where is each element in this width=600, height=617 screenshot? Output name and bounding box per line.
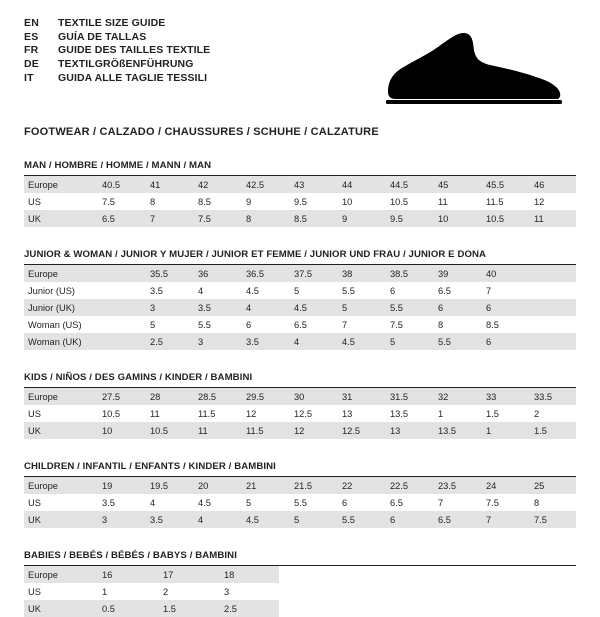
size-cell: 36 [192,265,240,282]
size-cell: 28 [144,388,192,405]
size-cell: 12 [534,196,545,207]
size-cell: 12 [246,408,257,419]
row-label: US [28,408,41,419]
size-cell: 12.5 [294,408,313,419]
row-label: Junior (UK) [24,299,96,316]
size-cell [528,265,576,282]
header [24,18,576,108]
language-code: FR [24,44,39,57]
size-cell: 7 [486,285,492,296]
table-row [24,299,576,316]
row-label: Europe [24,265,96,282]
size-cell: 39 [432,265,480,282]
size-cell: 33.5 [528,388,576,405]
row-label: Junior (US) [28,285,76,296]
size-cell: 11 [192,422,240,439]
size-cell: 5 [288,511,336,528]
size-cell: 4.5 [246,285,259,296]
size-cell: 5 [336,299,384,316]
language-text: GUIDA ALLE TAGLIE TESSILI [58,71,208,84]
size-cell: 5 [246,497,252,508]
size-cell: 11.5 [486,196,504,207]
size-cell: 5.5 [384,299,432,316]
language-row [24,32,210,46]
size-cell [96,282,144,299]
size-cell: 5.5 [294,497,307,508]
size-cell: 11.5 [198,408,216,419]
size-cell: 6 [480,299,528,316]
size-cell: 42.5 [240,176,288,193]
size-cell: 38.5 [384,265,432,282]
size-cell: 6 [342,497,348,508]
size-cell: 6 [390,285,396,296]
size-cell: 18 [218,566,279,583]
row-label: UK [24,511,96,528]
size-cell: 36.5 [240,265,288,282]
language-row [24,59,210,73]
table-row [24,193,576,210]
size-cell: 6.5 [390,497,403,508]
size-cell: 4 [150,497,156,508]
language-text: TEXTILE SIZE GUIDE [58,17,166,29]
size-cell: 3.5 [102,497,115,508]
size-cell: 7.5 [528,511,576,528]
size-cell: 23.5 [432,477,480,494]
size-block-kids [24,372,576,439]
size-cell: 6 [246,319,252,330]
size-cell: 17 [157,566,218,583]
row-label: Europe [24,566,96,583]
size-cell: 6.5 [96,210,144,227]
size-cell: 9.5 [294,196,307,207]
size-cell: 10.5 [390,196,409,207]
size-cell: 44 [336,176,384,193]
size-cell: 33 [480,388,528,405]
size-cell: 11 [438,196,448,207]
size-cell: 11 [528,210,576,227]
size-cell [96,333,144,350]
size-cell: 4.5 [336,333,384,350]
size-cell: 7.5 [192,210,240,227]
language-text: GUÍA DE TALLAS [58,30,147,43]
size-cell: 3 [96,511,144,528]
size-cell [96,316,144,333]
size-cell: 0.5 [96,600,157,617]
size-cell: 6 [432,299,480,316]
size-cell: 5.5 [336,511,384,528]
row-label: Europe [24,388,96,405]
size-cell: 3.5 [240,333,288,350]
size-table [24,388,576,439]
size-cell: 16 [96,566,157,583]
size-cell: 2 [534,408,540,419]
row-label: Europe [24,477,96,494]
size-cell: 3 [224,586,230,597]
size-cell: 44.5 [384,176,432,193]
size-table [24,265,576,350]
size-cell: 2.5 [218,600,279,617]
language-text: GUIDE DES TAILLES TEXTILE [58,44,211,57]
size-cell [96,265,144,282]
size-block-babies [24,550,576,617]
language-code: IT [24,71,34,84]
size-cell: 13.5 [432,422,480,439]
table-row [24,282,576,299]
size-cell: 25 [528,477,576,494]
size-cell: 6.5 [294,319,307,330]
table-row [24,176,576,193]
table-row [24,333,576,350]
size-cell: 22.5 [384,477,432,494]
size-cell: 1 [480,422,528,439]
size-cell: 5.5 [342,285,355,296]
table-row [24,265,576,282]
size-cell: 19 [96,477,144,494]
size-cell: 10 [432,210,480,227]
table-row [24,600,279,617]
size-cell: 9.5 [384,210,432,227]
size-cell: 6 [384,511,432,528]
size-cell: 7 [438,497,444,508]
table-row [24,566,279,583]
size-cell [528,282,576,299]
size-cell: 24 [480,477,528,494]
size-cell: 3.5 [150,285,163,296]
size-cell: 7 [144,210,192,227]
size-cell: 6.5 [438,285,451,296]
size-cell: 3.5 [192,299,240,316]
size-cell: 45 [432,176,480,193]
size-cell: 13 [384,422,432,439]
block-title: KIDS / NIÑOS / DES GAMINS / KINDER / BAMBINI [24,372,576,388]
language-list [24,18,210,86]
size-cell: 2 [163,586,169,597]
size-cell: 43 [288,176,336,193]
size-cell: 8.5 [198,196,211,207]
block-title: CHILDREN / INFANTIL / ENFANTS / KINDER / BAMBINI [24,461,576,477]
size-cell: 10.5 [102,408,121,419]
table-row [24,422,576,439]
size-cell [528,333,576,350]
size-cell: 7 [480,511,528,528]
size-table [24,566,279,617]
page-title: FOOTWEAR / CALZADO / CHAUSSURES / SCHUHE / CALZATURE [24,126,379,138]
size-cell: 40 [480,265,528,282]
size-cell: 8 [150,196,156,207]
size-cell: 4.5 [198,497,211,508]
size-cell: 2.5 [144,333,192,350]
size-cell: 45.5 [480,176,528,193]
size-cell: 4.5 [288,299,336,316]
size-cell: 6.5 [432,511,480,528]
size-cell: 22 [336,477,384,494]
language-code: DE [24,58,39,71]
size-cell: 29.5 [240,388,288,405]
size-cell: 12 [288,422,336,439]
row-label: UK [24,422,96,439]
row-label: US [28,497,41,508]
size-cell: 9 [246,196,252,207]
size-cell [528,316,576,333]
size-cell: 13 [342,408,353,419]
size-cell: 4 [198,285,204,296]
language-list-body [24,18,210,86]
table-row [24,494,576,511]
language-text: TEXTILGRÖßENFÜHRUNG [58,58,194,71]
size-cell: 10.5 [144,422,192,439]
row-label: UK [24,210,96,227]
size-cell: 3.5 [144,511,192,528]
size-cell: 40.5 [96,176,144,193]
size-block-children [24,461,576,528]
row-label: UK [24,600,96,617]
size-cell [528,299,576,316]
size-cell: 10.5 [480,210,528,227]
size-cell: 42 [192,176,240,193]
size-cell: 6 [480,333,528,350]
size-cell: 1 [438,408,444,419]
size-cell: 1.5 [486,408,499,419]
size-cell: 3 [192,333,240,350]
size-cell: 4 [192,511,240,528]
size-cell: 31 [336,388,384,405]
size-cell: 4.5 [240,511,288,528]
table-row [24,316,576,333]
size-cell: 31.5 [384,388,432,405]
size-cell: 20 [192,477,240,494]
size-cell: 21.5 [288,477,336,494]
size-cell: 5 [384,333,432,350]
row-label: US [28,196,41,207]
row-label: US [28,586,41,597]
size-cell: 7.5 [102,196,115,207]
language-row [24,45,210,59]
size-cell: 37.5 [288,265,336,282]
language-code: EN [24,17,39,29]
size-cell: 5 [150,319,156,330]
size-cell: 4 [240,299,288,316]
size-cell: 10 [342,196,353,207]
size-cell: 8 [240,210,288,227]
size-cell: 46 [528,176,576,193]
size-cell: 1.5 [528,422,576,439]
size-cell: 1 [102,586,108,597]
size-cell: 7 [342,319,348,330]
language-code: ES [24,30,39,43]
size-cell: 38 [336,265,384,282]
size-cell: 12.5 [336,422,384,439]
table-row [24,583,279,600]
size-block-man [24,160,576,227]
size-cell: 32 [432,388,480,405]
size-cell: 5 [294,285,300,296]
size-cell: 5.5 [432,333,480,350]
size-cell: 8.5 [486,319,499,330]
table-row [24,477,576,494]
block-title: JUNIOR & WOMAN / JUNIOR Y MUJER / JUNIOR ET FEMME / JUNIOR UND FRAU / JUNIOR E DONA [24,249,576,265]
size-cell: 11 [150,408,160,419]
row-label: Woman (US) [28,319,82,330]
size-cell: 10 [96,422,144,439]
size-cell: 8 [534,497,540,508]
size-cell: 7.5 [486,497,499,508]
dress-shoe-icon [378,30,568,108]
language-row [24,18,210,32]
size-cell [96,299,144,316]
size-cell: 27.5 [96,388,144,405]
block-title: MAN / HOMBRE / HOMME / MANN / MAN [24,160,576,176]
row-label: Europe [24,176,96,193]
table-row [24,210,576,227]
table-row [24,511,576,528]
size-cell: 8.5 [288,210,336,227]
size-cell: 8 [438,319,444,330]
table-row [24,388,576,405]
size-cell: 4 [288,333,336,350]
size-cell: 1.5 [157,600,218,617]
size-cell: 41 [144,176,192,193]
language-row [24,73,210,87]
size-cell: 21 [240,477,288,494]
block-title: BABIES / BEBÉS / BÉBÉS / BABYS / BAMBINI [24,550,576,566]
size-cell: 19.5 [144,477,192,494]
table-row [24,405,576,422]
size-cell: 7.5 [390,319,403,330]
size-cell: 28.5 [192,388,240,405]
size-cell: 3 [144,299,192,316]
size-cell: 35.5 [144,265,192,282]
size-cell: 5.5 [198,319,211,330]
size-cell: 11.5 [240,422,288,439]
size-table [24,176,576,227]
size-cell: 13.5 [390,408,409,419]
size-table [24,477,576,528]
row-label: Woman (UK) [24,333,96,350]
size-cell: 30 [288,388,336,405]
size-block-junior-woman [24,249,576,350]
size-cell: 9 [336,210,384,227]
